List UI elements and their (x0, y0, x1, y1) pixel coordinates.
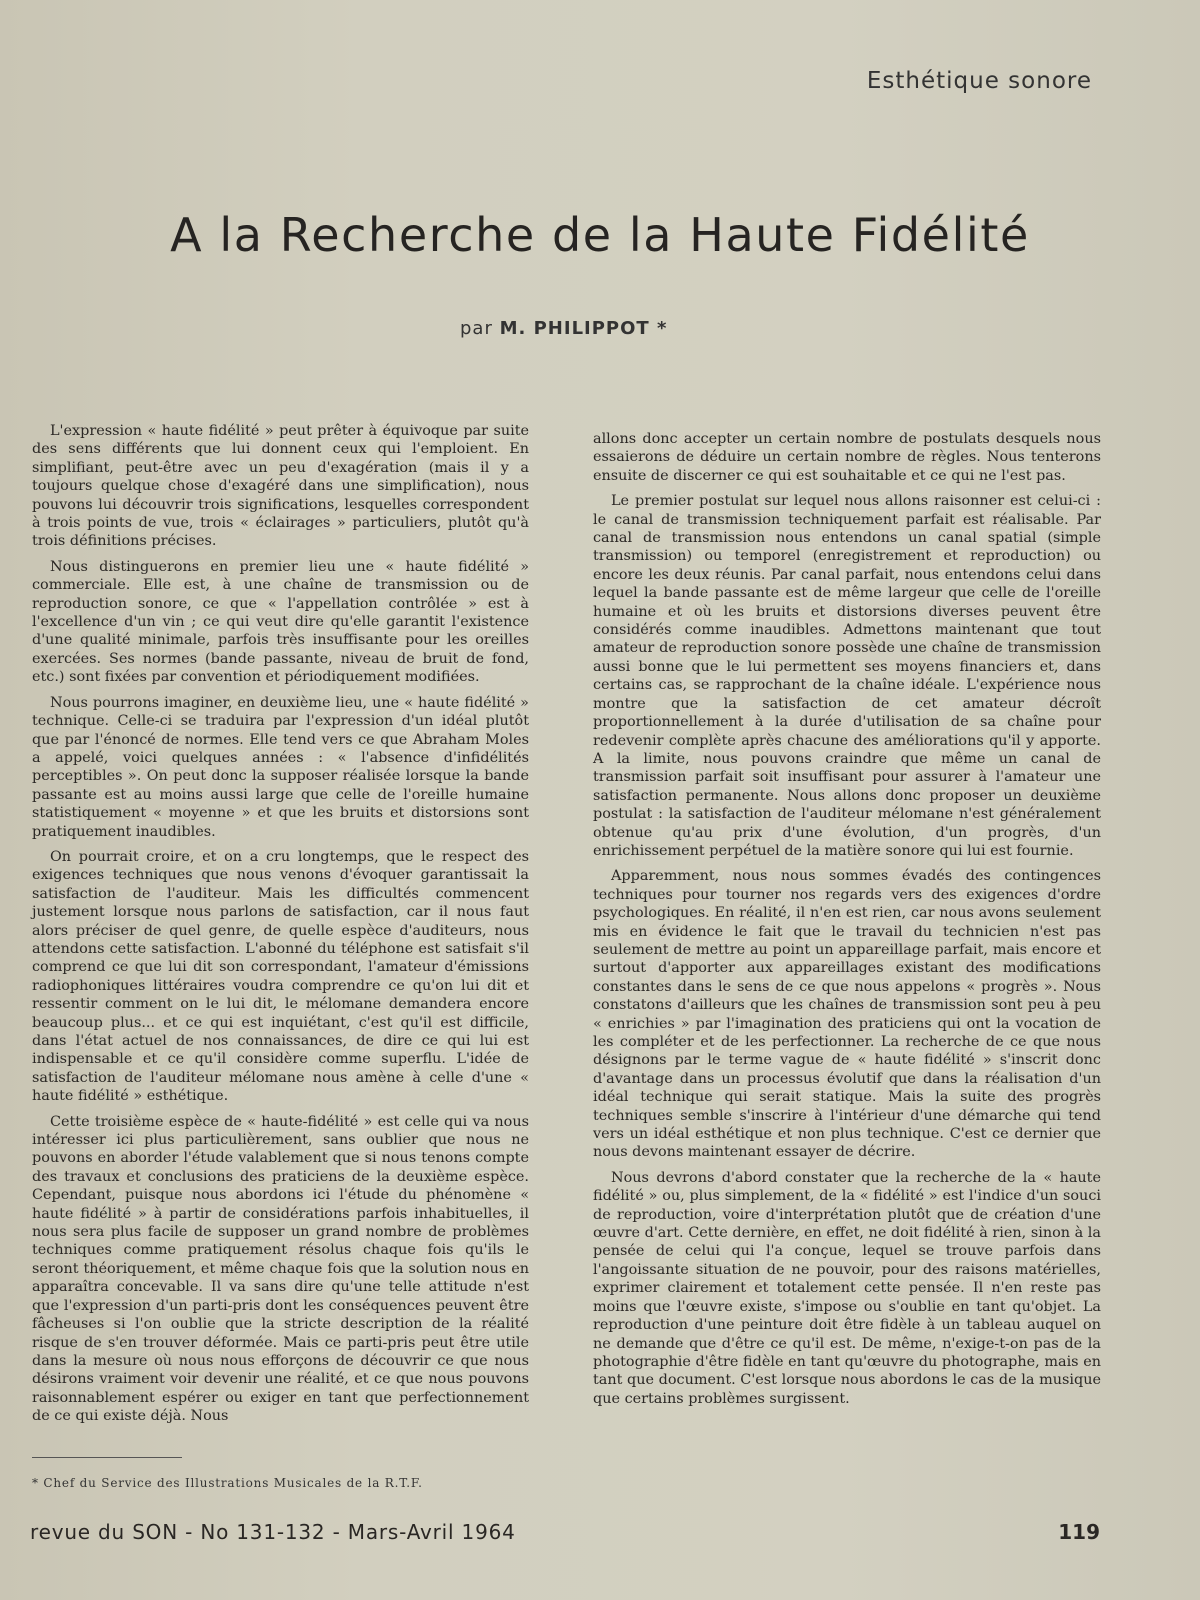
paragraph: L'expression « haute fidélité » peut prêter à équivoque par suite des sens différents que lui donnent ceux qui l'emploient. En simplifiant, peut-être avec un peu d'exagération (mais il y a toujours quelque chose d'exagéré dans une simplification), nous pouvons lui découvrir trois significations, lesquelles correspondent à trois points de vue, trois « éclairages » particuliers, plutôt qu'à trois définitions précises. (32, 423, 529, 550)
paragraph: Nous devrons d'abord constater que la recherche de la « haute fidélité » ou, plus simplement, de la « fidélité » est l'indice d'un souci de reproduction, voire d'interprétation plutôt que de création d'une œuvre d'art. Cette dernière, en effet, ne doit fidélité à rien, sinon à la pensée de celui qui l'a conçue, lequel se trouve parfois dans l'angoissante situation de ne pouvoir, pour des raisons matérielles, exprimer clairement et totalement cette pensée. Il n'en reste pas moins que l'œuvre existe, s'impose ou s'oublie en tant qu'objet. La reproduction d'une peinture doit être fidèle à un tableau auquel on ne demande que d'être ce qu'il est. De même, n'exige-t-on pas de la photographie d'être fidèle en tant qu'œuvre du photographe, mais en tant que document. C'est lorsque nous abordons le cas de la musique que certains problèmes surgissent. (593, 1169, 1101, 1407)
byline-prefix: par (460, 318, 493, 339)
author-name: M. PHILIPPOT * (499, 318, 668, 339)
paragraph: Nous distinguerons en premier lieu une « haute fidélité » commerciale. Elle est, à une chaîne de transmission ou de reproduction sonore, ce que « l'appellation contrôlée » est à l'excellence d'un vin ; ce qui veut dire qu'elle garantit l'existence d'une qualité minimale, parfois très insuffisante pour les oreilles exercées. Ses normes (bande passante, niveau de bruit de fond, etc.) sont fixées par convention et périodiquement modifiées. (32, 558, 529, 686)
publication-footer: revue du SON - No 131-132 - Mars-Avril 1964 (30, 1520, 516, 1544)
footnote-divider (32, 1457, 182, 1458)
section-label: Esthétique sonore (866, 68, 1092, 94)
paragraph: Le premier postulat sur lequel nous allons raisonner est celui-ci : le canal de transmission techniquement parfait est réalisable. Par canal de transmission nous entendons un canal spatial (simple transmission) ou temporel (enregistrement et reproduction) ou encore les deux réunis. Par canal parfait, nous entendons celui dans lequel la bande passante est de même largeur que celle de l'oreille humaine et où les bruits et distorsions diverses peuvent être considérés comme inaudibles. Admettons maintenant que tout amateur de reproduction sonore possède une chaîne de transmission aussi bonne que le lui permettent ses moyens financiers et, dans certains cas, se rapprochant de la chaîne idéale. L'expérience nous montre que la satisfaction de cet amateur décroît proportionnellement à la durée d'utilisation de sa chaîne pour redevenir complète après chacune des améliorations qu'il y apporte. A la limite, nous pouvons craindre que même un canal de transmission parfait soit insuffisant pour assurer à l'amateur une satisfaction permanente. Nous allons donc proposer un deuxième postulat : la satisfaction de l'auditeur mélomane n'est généralement obtenue qu'au prix d'une évolution, d'un progrès, d'un enrichissement perpétuel de la matière sonore qui lui est fournie. (593, 493, 1101, 859)
paragraph: Apparemment, nous nous sommes évadés des contingences techniques pour tourner nos regards vers des exigences d'ordre psychologiques. En réalité, il n'en est rien, car nous avons seulement mis en évidence le fait que le travail du technicien n'est pas seulement de mettre au point un appareillage parfait, mais encore et surtout d'apporter aux appareillages existant des modifications constantes dans le sens de ce que nous appelons « progrès ». Nous constatons d'ailleurs que les chaînes de transmission sont peu à peu « enrichies » par l'imagination des praticiens qui ont la vocation de les compléter et de les perfectionner. La recherche de ce que nous désignons par le terme vague de « haute fidélité » s'inscrit donc d'avantage dans un processus évolutif que dans la réalisation d'un idéal technique qui serait statique. Mais la suite des progrès techniques semble s'inscrire à l'intérieur d'une démarche qui tend vers un idéal esthétique et non plus technique. C'est ce dernier que nous devons maintenant essayer de décrire. (593, 868, 1101, 1161)
paragraph: On pourrait croire, et on a cru longtemps, que le respect des exigences techniques que nous venons d'évoquer garantissait la satisfaction de l'auditeur. Mais les difficultés commencent justement lorsque nous parlons de satisfaction, car il nous faut alors préciser de quel genre, de quelle espèce d'auditeurs, nous attendons cette satisfaction. L'abonné du téléphone est satisfait s'il comprend ce que lui dit son correspondant, l'amateur d'émissions radiophoniques littéraires voudra comprendre ce qu'on lui dit et ressentir comment on le lui dit, le mélomane demandera encore beaucoup plus... et ce qui est inquiétant, c'est qu'il est difficile, dans l'état actuel de nos connaissances, de dire ce qui lui est indispensable et ce qu'il considère comme superflu. L'idée de satisfaction de l'auditeur mélomane nous amène à celle d'une « haute fidélité » esthétique. (32, 848, 529, 1105)
article-title: A la Recherche de la Haute Fidélité (170, 208, 1030, 262)
paragraph: allons donc accepter un certain nombre de postulats desquels nous essaierons de déduire un certain nombre de règles. Nous tenterons ensuite de discerner ce qui est souhaitable et ce qui ne l'est pas. (593, 431, 1101, 484)
byline (460, 318, 667, 339)
paragraph: Nous pourrons imaginer, en deuxième lieu, une « haute fidélité » technique. Celle-ci se traduira par l'expression d'un idéal plutôt que par l'énoncé de normes. Elle tend vers ce que Abraham Moles a appelé, voici quelques années : « l'absence d'infidélités perceptibles ». On peut donc la supposer réalisée lorsque la bande passante est au moins aussi large que celle de l'oreille humaine statistiquement « moyenne » et que les bruits et distorsions sont pratiquement inaudibles. (32, 694, 529, 840)
right-column (593, 430, 1101, 1415)
page-number: 119 (1058, 1520, 1100, 1544)
left-column (32, 422, 529, 1433)
footnote: * Chef du Service des Illustrations Musicales de la R.T.F. (32, 1476, 423, 1490)
paragraph: Cette troisième espèce de « haute-fidélité » est celle qui va nous intéresser ici plus particulièrement, sans oublier que nous ne pouvons en aborder l'étude valablement que si nous tenons compte des travaux et conclusions des praticiens de la deuxième espèce. Cependant, puisque nous abordons ici l'étude du phénomène « haute fidélité » à partir de considérations parfois inhabituelles, il nous sera plus facile de supposer un grand nombre de problèmes techniques comme pratiquement résolus chaque fois qu'ils le seront théoriquement, et même chaque fois que la solution nous en apparaîtra concevable. Il va sans dire qu'une telle attitude n'est que l'expression d'un parti-pris dont les conséquences peuvent être fâcheuses si l'on oublie que la stricte description de la réalité risque de s'en trouver déformée. Mais ce parti-pris peut être utile dans la mesure où nous nous efforçons de découvrir ce que nous désirons vraiment voir devenir une réalité, et ce que nous pouvons raisonnablement espérer ou exiger en tant que perfectionnement de ce qui existe déjà. Nous (32, 1113, 529, 1425)
